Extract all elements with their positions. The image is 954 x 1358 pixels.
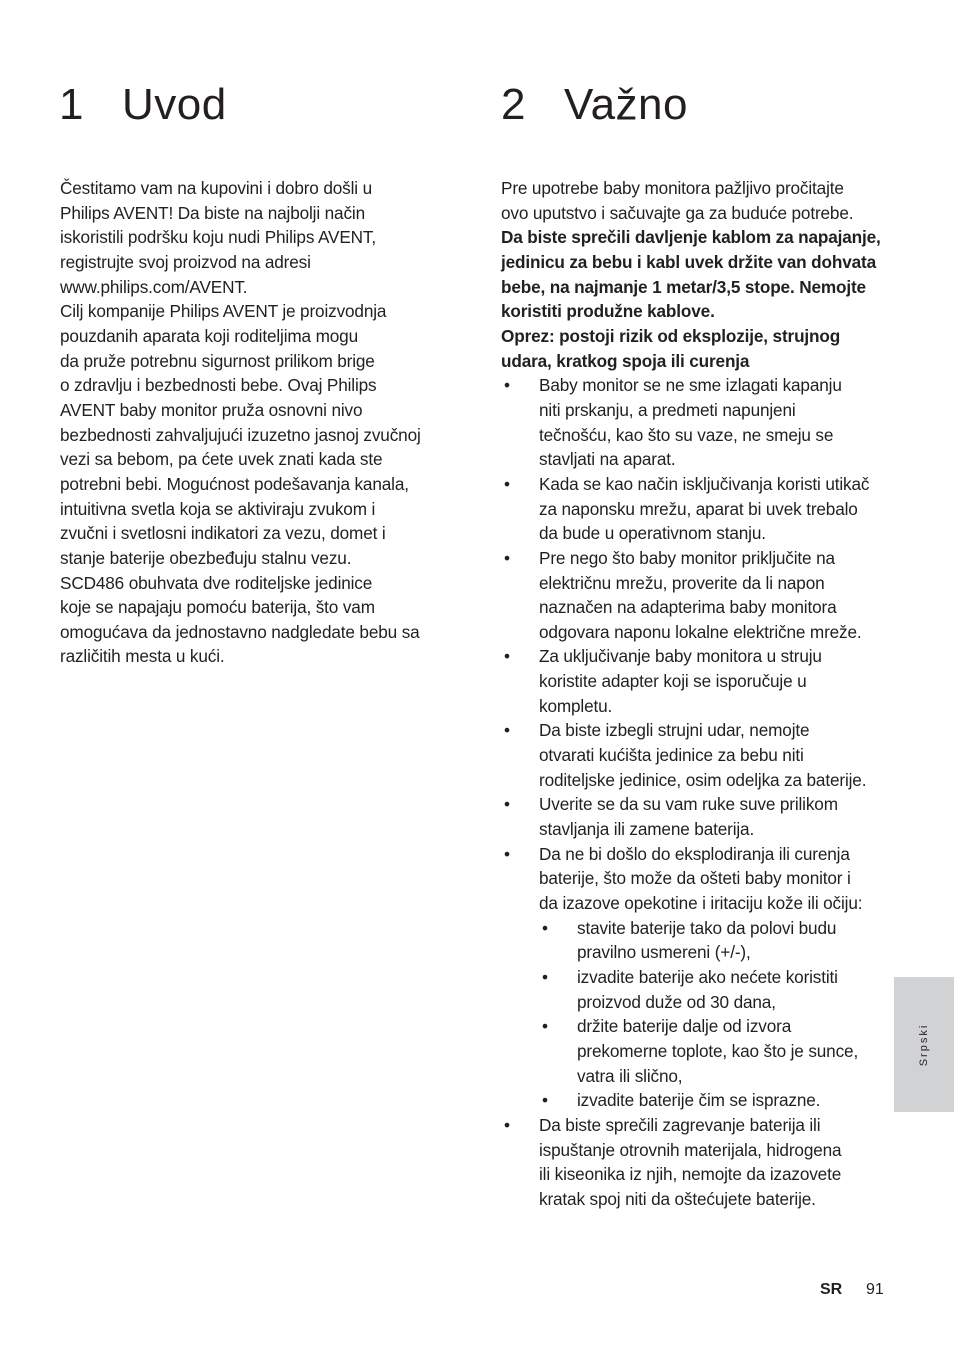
paragraph-line: iskoristili podršku koju nudi Philips AVENT, <box>60 227 376 248</box>
paragraph-line: vezi sa bebom, pa ćete uvek znati kada ste <box>60 449 383 470</box>
warning-line: koristiti produžne kablove. <box>501 301 715 322</box>
sub-bullet-line: proizvod duže od 30 dana, <box>577 991 776 1012</box>
bullet-line: za naponsku mrežu, aparat bi uvek trebalo <box>539 498 858 519</box>
bullet-line: naznačen na adapterima baby monitora <box>539 597 837 618</box>
paragraph-line: omogućava da jednostavno nadgledate bebu sa <box>60 621 420 642</box>
paragraph-line: o zdravlju i bezbednosti bebe. Ovaj Philips <box>60 375 377 396</box>
intro-line: ovo uputstvo i sačuvajte ga za buduće potrebe. <box>501 202 854 223</box>
section-title: Uvod <box>122 80 227 129</box>
footer-page-number: 91 <box>866 1281 884 1298</box>
paragraph-line: stanje baterije obezbeđuju stalnu vezu. <box>60 547 352 568</box>
bullet-line: Za uključivanje baby monitora u struju <box>539 646 822 667</box>
sub-bullet-line: stavite baterije tako da polovi budu <box>577 917 837 938</box>
bullet-line: roditeljske jedinice, osim odeljka za baterije. <box>539 769 867 790</box>
warning-line: Da biste sprečili davljenje kablom za napajanje, <box>501 227 881 248</box>
bullet-line: koristite adapter koji se isporučuje u <box>539 671 807 692</box>
sub-bullet-item <box>501 1014 893 1088</box>
caution-line: udara, kratkog spoja ili curenja <box>501 350 750 371</box>
bullet-dot: • <box>504 473 510 494</box>
intro-text-column <box>60 176 444 669</box>
bullet-line: ili kiseonika iz njih, nemojte da izazovete <box>539 1164 842 1185</box>
bullet-line: baterije, što može da ošteti baby monitor i <box>539 868 851 889</box>
warning-line: bebe, na najmanje 1 metar/3,5 stope. Nemojte <box>501 276 866 297</box>
sub-bullet-dot: • <box>542 967 548 987</box>
bullet-dot: • <box>504 794 510 815</box>
paragraph-line: Philips AVENT! Da biste na najbolji način <box>60 202 365 223</box>
section-heading-important <box>501 78 688 132</box>
bullet-dot: • <box>504 375 510 396</box>
bullet-line: kompletu. <box>539 695 613 716</box>
sub-bullet-dot: • <box>542 917 548 938</box>
paragraph-line: registrujte svoj proizvod na adresi <box>60 251 311 272</box>
paragraph-line: pouzdanih aparata koji roditeljima mogu <box>60 325 358 346</box>
bullet-item <box>501 842 893 916</box>
bullet-item <box>501 1113 893 1212</box>
bullet-item <box>501 792 893 841</box>
bullet-item <box>501 718 893 792</box>
sub-bullet-item <box>501 1088 893 1113</box>
paragraph-line: da pruže potrebnu sigurnost prilikom brige <box>60 350 375 371</box>
paragraph-line: zvučni i svetlosni indikatori za vezu, domet i <box>60 523 386 544</box>
footer-language-code: SR <box>820 1281 843 1298</box>
section-heading-intro <box>59 78 227 132</box>
sub-bullet-line: vatra ili slično, <box>577 1065 683 1086</box>
sub-bullet-line: izvadite baterije čim se isprazne. <box>577 1090 821 1111</box>
bullet-line: Da biste sprečili zagrevanje baterija ili <box>539 1114 821 1135</box>
paragraph-line: SCD486 obuhvata dve roditeljske jedinice <box>60 572 373 593</box>
bullet-dot: • <box>504 720 510 741</box>
bullet-item <box>501 373 893 472</box>
section-title: Važno <box>564 80 688 129</box>
bullet-line: kratak spoj niti da oštećujete baterije. <box>539 1188 816 1209</box>
paragraph-line: www.philips.com/AVENT. <box>60 276 248 297</box>
bullet-item <box>501 546 893 645</box>
section-number: 1 <box>59 80 84 129</box>
bullet-line: Uverite se da su vam ruke suve prilikom <box>539 794 838 815</box>
bullet-line: Pre nego što baby monitor priključite na <box>539 547 835 568</box>
sub-bullet-line: prekomerne toplote, kao što je sunce, <box>577 1040 859 1061</box>
paragraph-line: potrebni bebi. Mogućnost podešavanja kanala, <box>60 473 409 494</box>
bullet-line: električnu mrežu, proverite da li napon <box>539 572 825 593</box>
bullet-line: da bude u operativnom stanju. <box>539 523 766 544</box>
paragraph-line: koje se napajaju pomoću baterija, što vam <box>60 597 375 618</box>
paragraph-line: AVENT baby monitor pruža osnovni nivo <box>60 399 363 420</box>
intro-line: Pre upotrebe baby monitora pažljivo pročitajte <box>501 178 844 198</box>
bullet-line: Da biste izbegli strujni udar, nemojte <box>539 720 810 741</box>
paragraph-line: intuitivna svetla koja se aktiviraju zvukom i <box>60 498 376 519</box>
language-side-tab <box>894 977 954 1112</box>
bullet-item <box>501 644 893 718</box>
paragraph-line: Cilj kompanije Philips AVENT je proizvodnja <box>60 301 387 322</box>
safety-text-column <box>501 176 893 1212</box>
bullet-line: ispuštanje otrovnih materijala, hidrogena <box>539 1139 842 1160</box>
bullet-line: tečnošću, kao što su vaze, ne smeju se <box>539 424 834 445</box>
paragraph-line: različitih mesta u kući. <box>60 646 225 667</box>
sub-bullet-line: držite baterije dalje od izvora <box>577 1016 792 1037</box>
warning-line: jedinicu za bebu i kabl uvek držite van dohvata <box>501 251 876 272</box>
paragraph-line: bezbednosti zahvaljujući izuzetno jasnoj zvučnoj <box>60 424 421 445</box>
sub-bullet-dot: • <box>542 1090 548 1111</box>
bullet-item <box>501 472 893 546</box>
caution-line: Oprez: postoji rizik od eksplozije, strujnog <box>501 325 841 346</box>
section-number: 2 <box>501 80 526 129</box>
sub-bullet-line: pravilno usmereni (+/-), <box>577 942 751 963</box>
bullet-line: niti prskanju, a predmeti napunjeni <box>539 399 796 420</box>
sub-bullet-line: izvadite baterije ako nećete koristiti <box>577 967 838 987</box>
sub-bullet-dot: • <box>542 1016 548 1037</box>
bullet-line: stavljati na aparat. <box>539 449 676 470</box>
bullet-line: odgovara naponu lokalne električne mreže. <box>539 621 862 642</box>
bullet-line: da izazove opekotine i iritaciju kože ili očiju: <box>539 893 863 914</box>
side-tab-label: Srpski <box>918 1023 930 1066</box>
bullet-line: otvarati kućišta jedinice za bebu niti <box>539 745 804 766</box>
bullet-line: Baby monitor se ne sme izlagati kapanju <box>539 375 842 396</box>
bullet-dot: • <box>504 547 510 568</box>
sub-bullet-item <box>501 965 893 1014</box>
bullet-dot: • <box>504 1114 510 1135</box>
bullet-line: Kada se kao način isključivanja koristi utikač <box>539 473 870 494</box>
bullet-line: stavljanja ili zamene baterija. <box>539 819 755 840</box>
bullet-dot: • <box>504 646 510 667</box>
bullet-line: Da ne bi došlo do eksplodiranja ili curenja <box>539 843 850 864</box>
bullet-dot: • <box>504 843 510 864</box>
sub-bullet-item <box>501 916 893 965</box>
paragraph-line: Čestitamo vam na kupovini i dobro došli u <box>60 178 372 198</box>
